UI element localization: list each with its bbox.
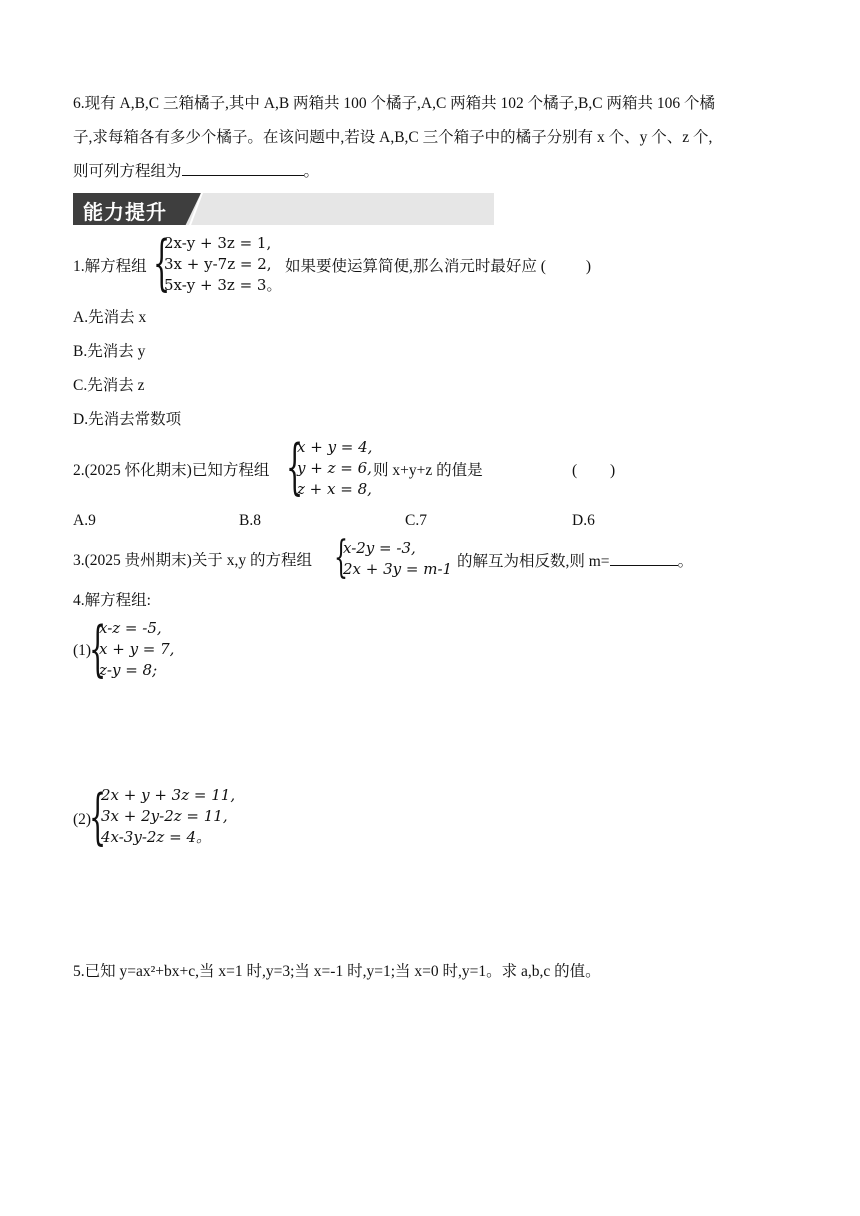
p4-sub1-system (99, 618, 174, 681)
p1-paren-close: ) (585, 258, 592, 275)
p4-sub2-eq-1: 2x + y + 3z = 11, (101, 786, 236, 804)
p1-question-text: 如果要使运算简便,那么消元时最好应 ( (285, 258, 546, 275)
p2-option-b[interactable]: B.8 (239, 512, 261, 529)
p4-sub1-brace: { (89, 614, 107, 684)
p4-sub2-eq-3: 4x-3y-2z = 4。 (101, 828, 211, 846)
answer-blank[interactable] (610, 551, 678, 566)
p3-prefix: 3.(2025 贵州期末)关于 x,y 的方程组 (73, 552, 312, 569)
section-banner (73, 193, 494, 225)
section-title: 能力提升 (83, 200, 167, 224)
p3-end: 。 (677, 553, 694, 570)
p2-system (297, 437, 372, 500)
p2-eq-2: y + z = 6, (297, 459, 372, 477)
q6-line1: 6.现有 A,B,C 三箱橘子,其中 A,B 两箱共 100 个橘子,A,C 两箱共 102 个橘子,B,C 两箱共 106 个橘 (73, 95, 715, 112)
p3-system (343, 538, 452, 580)
p2-suffix: 则 x+y+z 的值是 (373, 462, 483, 479)
p3-question-text: 的解互为相反数,则 m= (457, 553, 610, 570)
p1-eq-2: 3x + y-7z = 2, (164, 255, 272, 273)
p3-brace: { (334, 532, 348, 583)
q6-line2: 子,求每箱各有多少个橘子。在该问题中,若设 A,B,C 三个箱子中的橘子分别有 x 个、y 个、z 个, (73, 129, 713, 146)
p3-suffix (457, 551, 693, 572)
p1-suffix (285, 257, 591, 277)
p4-sub2-brace: { (89, 782, 107, 852)
p1-option-b[interactable]: B.先消去 y (73, 343, 146, 360)
q6-line3-suffix: 。 (303, 163, 320, 180)
p2-option-d[interactable]: D.6 (572, 512, 595, 529)
p4-sub2-label: (2) (73, 811, 92, 828)
p2-brace: { (286, 432, 304, 502)
p2-prefix: 2.(2025 怀化期末)已知方程组 (73, 462, 270, 479)
p2-eq-3: z + x = 8, (297, 480, 372, 498)
q6-line3-prefix: 则可列方程组为 (73, 163, 182, 180)
p2-option-c[interactable]: C.7 (405, 512, 427, 529)
p3-eq-2: 2x + 3y = m-1 (343, 560, 453, 578)
p5-text: 5.已知 y=ax²+bx+c,当 x=1 时,y=3;当 x=-1 时,y=1;当 x=0 时,y=1。求 a,b,c 的值。 (73, 963, 601, 980)
p3-eq-1: x-2y = -3, (343, 539, 416, 557)
p1-option-a[interactable]: A.先消去 x (73, 309, 147, 326)
p1-brace: { (153, 228, 171, 298)
p1-option-d[interactable]: D.先消去常数项 (73, 411, 182, 428)
p4-sub1-eq-3: z-y = 8; (99, 661, 158, 679)
p4-sub2-system (101, 785, 235, 848)
p2-paren-close: ) (610, 462, 616, 479)
p4-sub1-eq-2: x + y = 7, (99, 640, 175, 658)
p1-eq-3: 5x-y + 3z = 3。 (164, 276, 282, 294)
p4-sub2-eq-2: 3x + 2y-2z = 11, (101, 807, 228, 825)
answer-blank[interactable] (182, 161, 304, 176)
p2-paren-open: ( (572, 462, 578, 479)
p4-sub1-label: (1) (73, 642, 92, 659)
p1-system (164, 233, 281, 296)
p4-title: 4.解方程组: (73, 592, 151, 609)
p1-prefix: 1.解方程组 (73, 258, 147, 275)
q6-line3 (73, 161, 319, 182)
p4-sub1-eq-1: x-z = -5, (99, 619, 162, 637)
p1-option-c[interactable]: C.先消去 z (73, 377, 145, 394)
p1-eq-1: 2x-y + 3z = 1, (164, 234, 272, 252)
p2-option-a[interactable]: A.9 (73, 512, 96, 529)
p2-eq-1: x + y = 4, (297, 438, 373, 456)
